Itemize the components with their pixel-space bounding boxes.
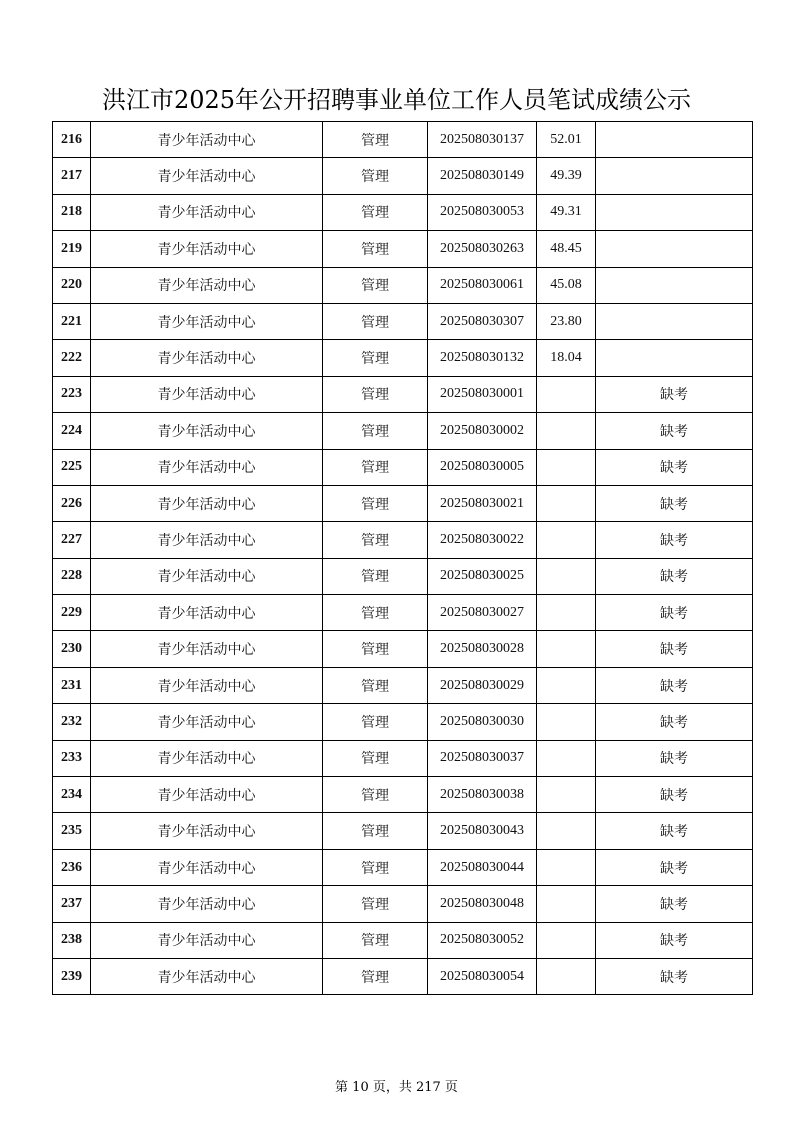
note-cell: 缺考 bbox=[596, 595, 753, 631]
exam-id-cell: 202508030048 bbox=[428, 886, 537, 922]
row-number: 238 bbox=[53, 922, 91, 958]
exam-id-cell: 202508030052 bbox=[428, 922, 537, 958]
row-number: 217 bbox=[53, 158, 91, 194]
score-cell bbox=[537, 704, 596, 740]
score-cell bbox=[537, 376, 596, 412]
exam-id-cell: 202508030028 bbox=[428, 631, 537, 667]
row-number: 232 bbox=[53, 704, 91, 740]
table-row bbox=[53, 922, 753, 958]
note-cell: 缺考 bbox=[596, 449, 753, 485]
table-row bbox=[53, 849, 753, 885]
row-number: 235 bbox=[53, 813, 91, 849]
score-cell: 49.39 bbox=[537, 158, 596, 194]
row-number: 228 bbox=[53, 558, 91, 594]
score-cell: 52.01 bbox=[537, 122, 596, 158]
note-cell bbox=[596, 122, 753, 158]
post-cell: 管理 bbox=[323, 522, 428, 558]
table-row bbox=[53, 413, 753, 449]
exam-id-cell: 202508030025 bbox=[428, 558, 537, 594]
score-cell bbox=[537, 558, 596, 594]
row-number: 237 bbox=[53, 886, 91, 922]
unit-cell: 青少年活动中心 bbox=[91, 777, 323, 813]
post-cell: 管理 bbox=[323, 849, 428, 885]
score-cell bbox=[537, 595, 596, 631]
table-row bbox=[53, 813, 753, 849]
exam-id-cell: 202508030061 bbox=[428, 267, 537, 303]
row-number: 233 bbox=[53, 740, 91, 776]
exam-id-cell: 202508030029 bbox=[428, 667, 537, 703]
row-number: 226 bbox=[53, 485, 91, 521]
exam-id-cell: 202508030149 bbox=[428, 158, 537, 194]
post-cell: 管理 bbox=[323, 958, 428, 994]
exam-id-cell: 202508030030 bbox=[428, 704, 537, 740]
post-cell: 管理 bbox=[323, 704, 428, 740]
row-number: 221 bbox=[53, 303, 91, 339]
score-cell bbox=[537, 413, 596, 449]
exam-id-cell: 202508030002 bbox=[428, 413, 537, 449]
unit-cell: 青少年活动中心 bbox=[91, 303, 323, 339]
post-cell: 管理 bbox=[323, 303, 428, 339]
exam-id-cell: 202508030054 bbox=[428, 958, 537, 994]
post-cell: 管理 bbox=[323, 740, 428, 776]
post-cell: 管理 bbox=[323, 376, 428, 412]
score-cell bbox=[537, 777, 596, 813]
score-cell bbox=[537, 631, 596, 667]
post-cell: 管理 bbox=[323, 667, 428, 703]
note-cell: 缺考 bbox=[596, 849, 753, 885]
score-table-body bbox=[53, 122, 753, 995]
post-cell: 管理 bbox=[323, 813, 428, 849]
score-cell bbox=[537, 522, 596, 558]
table-row bbox=[53, 631, 753, 667]
exam-id-cell: 202508030137 bbox=[428, 122, 537, 158]
table-row bbox=[53, 777, 753, 813]
note-cell: 缺考 bbox=[596, 413, 753, 449]
note-cell bbox=[596, 340, 753, 376]
table-row bbox=[53, 267, 753, 303]
post-cell: 管理 bbox=[323, 922, 428, 958]
post-cell: 管理 bbox=[323, 449, 428, 485]
post-cell: 管理 bbox=[323, 631, 428, 667]
note-cell: 缺考 bbox=[596, 376, 753, 412]
note-cell: 缺考 bbox=[596, 740, 753, 776]
table-row bbox=[53, 558, 753, 594]
post-cell: 管理 bbox=[323, 886, 428, 922]
table-row bbox=[53, 376, 753, 412]
unit-cell: 青少年活动中心 bbox=[91, 485, 323, 521]
post-cell: 管理 bbox=[323, 413, 428, 449]
unit-cell: 青少年活动中心 bbox=[91, 922, 323, 958]
score-cell bbox=[537, 740, 596, 776]
row-number: 218 bbox=[53, 194, 91, 230]
score-cell: 48.45 bbox=[537, 231, 596, 267]
row-number: 230 bbox=[53, 631, 91, 667]
unit-cell: 青少年活动中心 bbox=[91, 158, 323, 194]
score-cell bbox=[537, 922, 596, 958]
exam-id-cell: 202508030043 bbox=[428, 813, 537, 849]
post-cell: 管理 bbox=[323, 122, 428, 158]
exam-id-cell: 202508030022 bbox=[428, 522, 537, 558]
table-row bbox=[53, 485, 753, 521]
unit-cell: 青少年活动中心 bbox=[91, 340, 323, 376]
note-cell bbox=[596, 231, 753, 267]
post-cell: 管理 bbox=[323, 158, 428, 194]
unit-cell: 青少年活动中心 bbox=[91, 595, 323, 631]
unit-cell: 青少年活动中心 bbox=[91, 849, 323, 885]
row-number: 227 bbox=[53, 522, 91, 558]
note-cell: 缺考 bbox=[596, 958, 753, 994]
row-number: 229 bbox=[53, 595, 91, 631]
page-title: 洪江市2025年公开招聘事业单位工作人员笔试成绩公示 bbox=[101, 86, 692, 114]
post-cell: 管理 bbox=[323, 777, 428, 813]
note-cell: 缺考 bbox=[596, 485, 753, 521]
score-cell bbox=[537, 849, 596, 885]
note-cell: 缺考 bbox=[596, 886, 753, 922]
exam-id-cell: 202508030038 bbox=[428, 777, 537, 813]
score-cell bbox=[537, 667, 596, 703]
row-number: 225 bbox=[53, 449, 91, 485]
row-number: 236 bbox=[53, 849, 91, 885]
score-cell: 45.08 bbox=[537, 267, 596, 303]
note-cell bbox=[596, 158, 753, 194]
table-row bbox=[53, 595, 753, 631]
unit-cell: 青少年活动中心 bbox=[91, 267, 323, 303]
exam-id-cell: 202508030044 bbox=[428, 849, 537, 885]
table-row bbox=[53, 340, 753, 376]
note-cell: 缺考 bbox=[596, 777, 753, 813]
row-number: 222 bbox=[53, 340, 91, 376]
unit-cell: 青少年活动中心 bbox=[91, 667, 323, 703]
unit-cell: 青少年活动中心 bbox=[91, 194, 323, 230]
unit-cell: 青少年活动中心 bbox=[91, 558, 323, 594]
unit-cell: 青少年活动中心 bbox=[91, 231, 323, 267]
post-cell: 管理 bbox=[323, 267, 428, 303]
table-row bbox=[53, 158, 753, 194]
post-cell: 管理 bbox=[323, 485, 428, 521]
row-number: 220 bbox=[53, 267, 91, 303]
table-row bbox=[53, 194, 753, 230]
score-cell bbox=[537, 813, 596, 849]
table-row bbox=[53, 667, 753, 703]
row-number: 231 bbox=[53, 667, 91, 703]
table-row bbox=[53, 704, 753, 740]
unit-cell: 青少年活动中心 bbox=[91, 740, 323, 776]
note-cell: 缺考 bbox=[596, 522, 753, 558]
post-cell: 管理 bbox=[323, 231, 428, 267]
page-footer: 第 10 页，共 217 页 bbox=[335, 1080, 458, 1095]
unit-cell: 青少年活动中心 bbox=[91, 631, 323, 667]
post-cell: 管理 bbox=[323, 595, 428, 631]
table-row bbox=[53, 231, 753, 267]
table-row bbox=[53, 449, 753, 485]
exam-id-cell: 202508030021 bbox=[428, 485, 537, 521]
score-cell: 18.04 bbox=[537, 340, 596, 376]
row-number: 219 bbox=[53, 231, 91, 267]
note-cell: 缺考 bbox=[596, 704, 753, 740]
exam-id-cell: 202508030005 bbox=[428, 449, 537, 485]
unit-cell: 青少年活动中心 bbox=[91, 958, 323, 994]
row-number: 234 bbox=[53, 777, 91, 813]
exam-id-cell: 202508030027 bbox=[428, 595, 537, 631]
unit-cell: 青少年活动中心 bbox=[91, 813, 323, 849]
unit-cell: 青少年活动中心 bbox=[91, 449, 323, 485]
score-cell: 23.80 bbox=[537, 303, 596, 339]
row-number: 224 bbox=[53, 413, 91, 449]
exam-id-cell: 202508030307 bbox=[428, 303, 537, 339]
table-row bbox=[53, 303, 753, 339]
score-cell bbox=[537, 886, 596, 922]
post-cell: 管理 bbox=[323, 194, 428, 230]
note-cell: 缺考 bbox=[596, 667, 753, 703]
row-number: 239 bbox=[53, 958, 91, 994]
note-cell bbox=[596, 267, 753, 303]
unit-cell: 青少年活动中心 bbox=[91, 413, 323, 449]
table-row bbox=[53, 958, 753, 994]
exam-id-cell: 202508030037 bbox=[428, 740, 537, 776]
score-cell: 49.31 bbox=[537, 194, 596, 230]
note-cell bbox=[596, 303, 753, 339]
post-cell: 管理 bbox=[323, 340, 428, 376]
score-cell bbox=[537, 449, 596, 485]
score-table bbox=[52, 121, 753, 995]
exam-id-cell: 202508030132 bbox=[428, 340, 537, 376]
unit-cell: 青少年活动中心 bbox=[91, 122, 323, 158]
note-cell: 缺考 bbox=[596, 813, 753, 849]
exam-id-cell: 202508030053 bbox=[428, 194, 537, 230]
unit-cell: 青少年活动中心 bbox=[91, 376, 323, 412]
table-row bbox=[53, 122, 753, 158]
score-cell bbox=[537, 958, 596, 994]
exam-id-cell: 202508030263 bbox=[428, 231, 537, 267]
note-cell: 缺考 bbox=[596, 558, 753, 594]
note-cell bbox=[596, 194, 753, 230]
row-number: 223 bbox=[53, 376, 91, 412]
table-row bbox=[53, 522, 753, 558]
note-cell: 缺考 bbox=[596, 922, 753, 958]
table-row bbox=[53, 886, 753, 922]
unit-cell: 青少年活动中心 bbox=[91, 886, 323, 922]
row-number: 216 bbox=[53, 122, 91, 158]
unit-cell: 青少年活动中心 bbox=[91, 522, 323, 558]
post-cell: 管理 bbox=[323, 558, 428, 594]
score-cell bbox=[537, 485, 596, 521]
note-cell: 缺考 bbox=[596, 631, 753, 667]
unit-cell: 青少年活动中心 bbox=[91, 704, 323, 740]
exam-id-cell: 202508030001 bbox=[428, 376, 537, 412]
table-row bbox=[53, 740, 753, 776]
